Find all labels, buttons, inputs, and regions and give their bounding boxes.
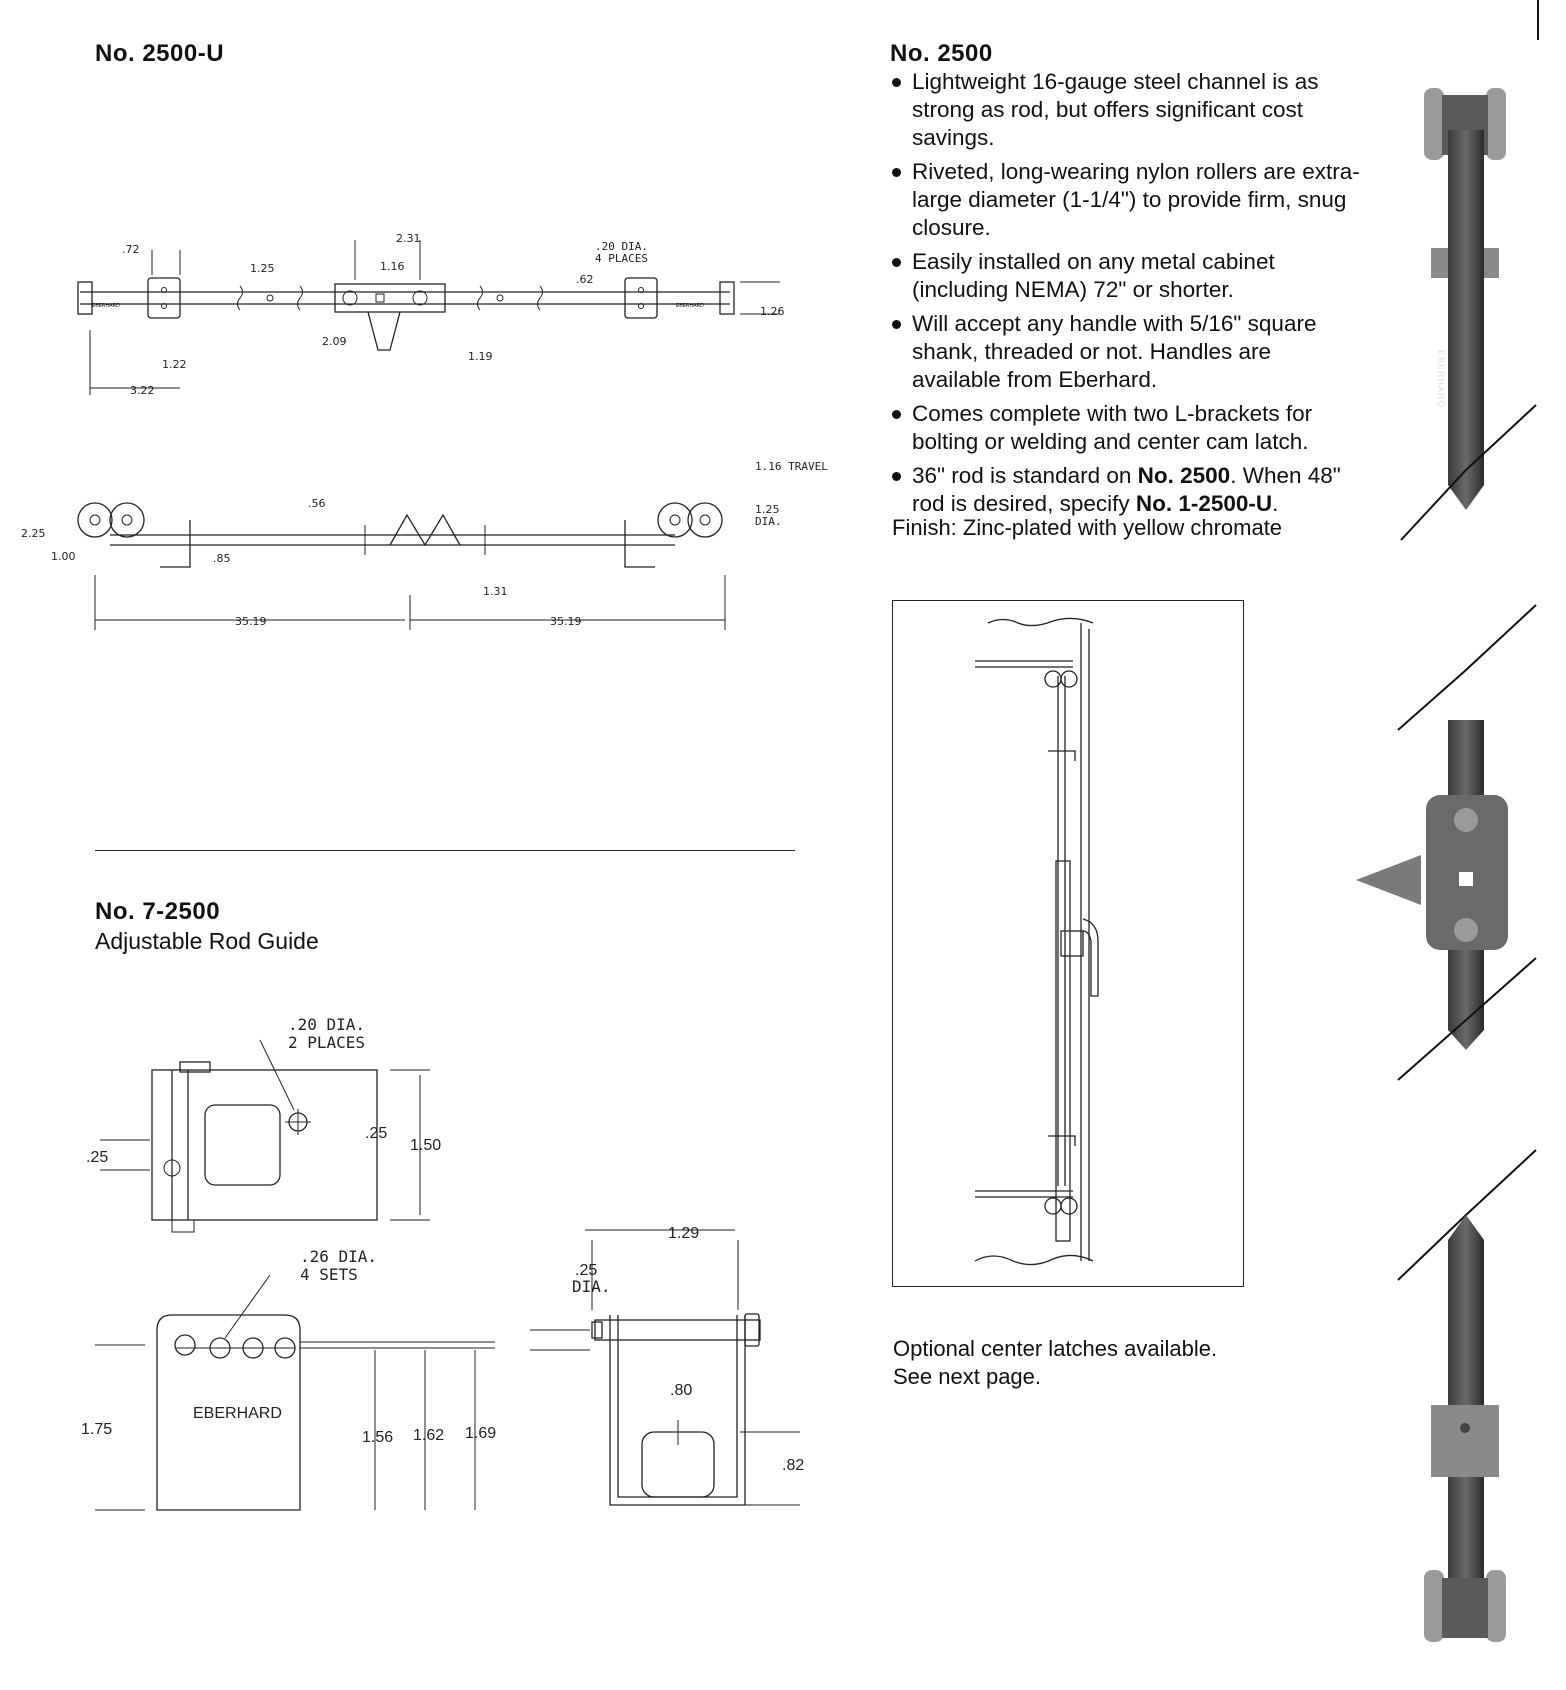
svg-text:.56: .56 [308, 497, 326, 510]
svg-text:.20 DIA.: .20 DIA. [288, 1015, 366, 1034]
feature-item: Will accept any handle with 5/16" square shank, threaded or not. Handles are available from Eberhard. [890, 310, 1360, 394]
drawing-2500u-side-view [15, 455, 828, 635]
finish-text: Finish: Zinc-plated with yellow chromate [892, 515, 1283, 540]
drawing-rod-guide-side [75, 1247, 515, 1540]
svg-text:DIA.: DIA. [755, 515, 782, 528]
svg-text:EBERHARD: EBERHARD [193, 1405, 282, 1422]
svg-text:1.26: 1.26 [760, 305, 785, 318]
svg-text:1.22: 1.22 [162, 358, 187, 371]
svg-text:2.25: 2.25 [21, 527, 46, 540]
brand-left-mark: EBERHARD [92, 303, 120, 309]
svg-text:35.19: 35.19 [235, 615, 267, 628]
feature-item: Easily installed on any metal cabinet (including NEMA) 72" or shorter. [890, 248, 1360, 304]
svg-text:1.19: 1.19 [468, 350, 493, 363]
svg-text:.85: .85 [213, 552, 231, 565]
svg-text:3.22: 3.22 [130, 384, 155, 397]
drawing-rod-guide-top [80, 1010, 560, 1250]
svg-text:4 PLACES: 4 PLACES [595, 252, 648, 265]
drawing-2500u-top-view [60, 220, 840, 420]
svg-text:1.75: 1.75 [81, 1421, 113, 1438]
brand-right-mark: EBERHARD [676, 303, 704, 309]
feature-item: Comes complete with two L-brackets for bolting or welding and center cam latch. [890, 400, 1360, 456]
svg-text:1.25: 1.25 [250, 262, 275, 275]
subtitle-rod-guide: Adjustable Rod Guide [95, 928, 319, 954]
title-2500u: No. 2500-U [95, 40, 225, 67]
feature-list [890, 68, 1360, 524]
svg-text:2.09: 2.09 [322, 335, 347, 348]
svg-text:.62: .62 [576, 273, 594, 286]
title-7-2500: No. 7-2500 [95, 898, 221, 925]
title-2500: No. 2500 [890, 40, 993, 67]
svg-text:.80: .80 [670, 1382, 693, 1399]
photo-brand-mark: EBERHARD [1436, 350, 1446, 409]
svg-text:.25: .25 [86, 1149, 109, 1166]
svg-text:.25: .25 [365, 1125, 388, 1142]
bullet-dot-icon [892, 168, 901, 177]
feature-item: Riveted, long-wearing nylon rollers are extra-large diameter (1-1/4") to provide firm, snug closure. [890, 158, 1360, 242]
bullet-dot-icon [892, 472, 901, 481]
optional-latches-note: Optional center latches available. See next page. [893, 1336, 1218, 1389]
cabinet-drawing [893, 601, 1243, 1286]
feature-item-rod-length: 36" rod is standard on No. 2500. When 48" rod is desired, specify No. 1-2500-U. [890, 462, 1360, 518]
svg-text:1.50: 1.50 [410, 1137, 442, 1154]
bullet-dot-icon [892, 410, 901, 419]
svg-text:.26 DIA.: .26 DIA. [300, 1247, 378, 1266]
drawing-rod-guide-front [520, 1220, 820, 1520]
svg-text:2 PLACES: 2 PLACES [288, 1033, 366, 1052]
svg-text:1.16 TRAVEL: 1.16 TRAVEL [755, 460, 828, 473]
svg-text:1.56: 1.56 [362, 1429, 394, 1446]
bullet-dot-icon [892, 78, 901, 87]
svg-text:.25: .25 [575, 1262, 598, 1279]
svg-text:1.00: 1.00 [51, 550, 76, 563]
section-divider [95, 850, 795, 851]
product-photo-channel [1386, 0, 1566, 1690]
feature-item: Lightweight 16-gauge steel channel is as strong as rod, but offers significant cost savings. [890, 68, 1360, 152]
bullet-dot-icon [892, 320, 901, 329]
svg-text:35.19: 35.19 [550, 615, 582, 628]
svg-text:4 SETS: 4 SETS [300, 1265, 358, 1284]
svg-text:1.69: 1.69 [465, 1425, 497, 1442]
installation-illustration [892, 600, 1244, 1287]
svg-text:1.29: 1.29 [668, 1225, 700, 1242]
bullet-dot-icon [892, 258, 901, 267]
svg-text:.82: .82 [782, 1457, 805, 1474]
svg-text:2.31: 2.31 [396, 232, 421, 245]
svg-text:1.25: 1.25 [755, 503, 780, 516]
svg-text:.72: .72 [122, 243, 140, 256]
svg-text:1.16: 1.16 [380, 260, 405, 273]
svg-text:.20 DIA.: .20 DIA. [595, 240, 648, 253]
svg-text:1.62: 1.62 [413, 1427, 445, 1444]
svg-text:1.31: 1.31 [483, 585, 508, 598]
svg-text:DIA.: DIA. [572, 1277, 611, 1296]
